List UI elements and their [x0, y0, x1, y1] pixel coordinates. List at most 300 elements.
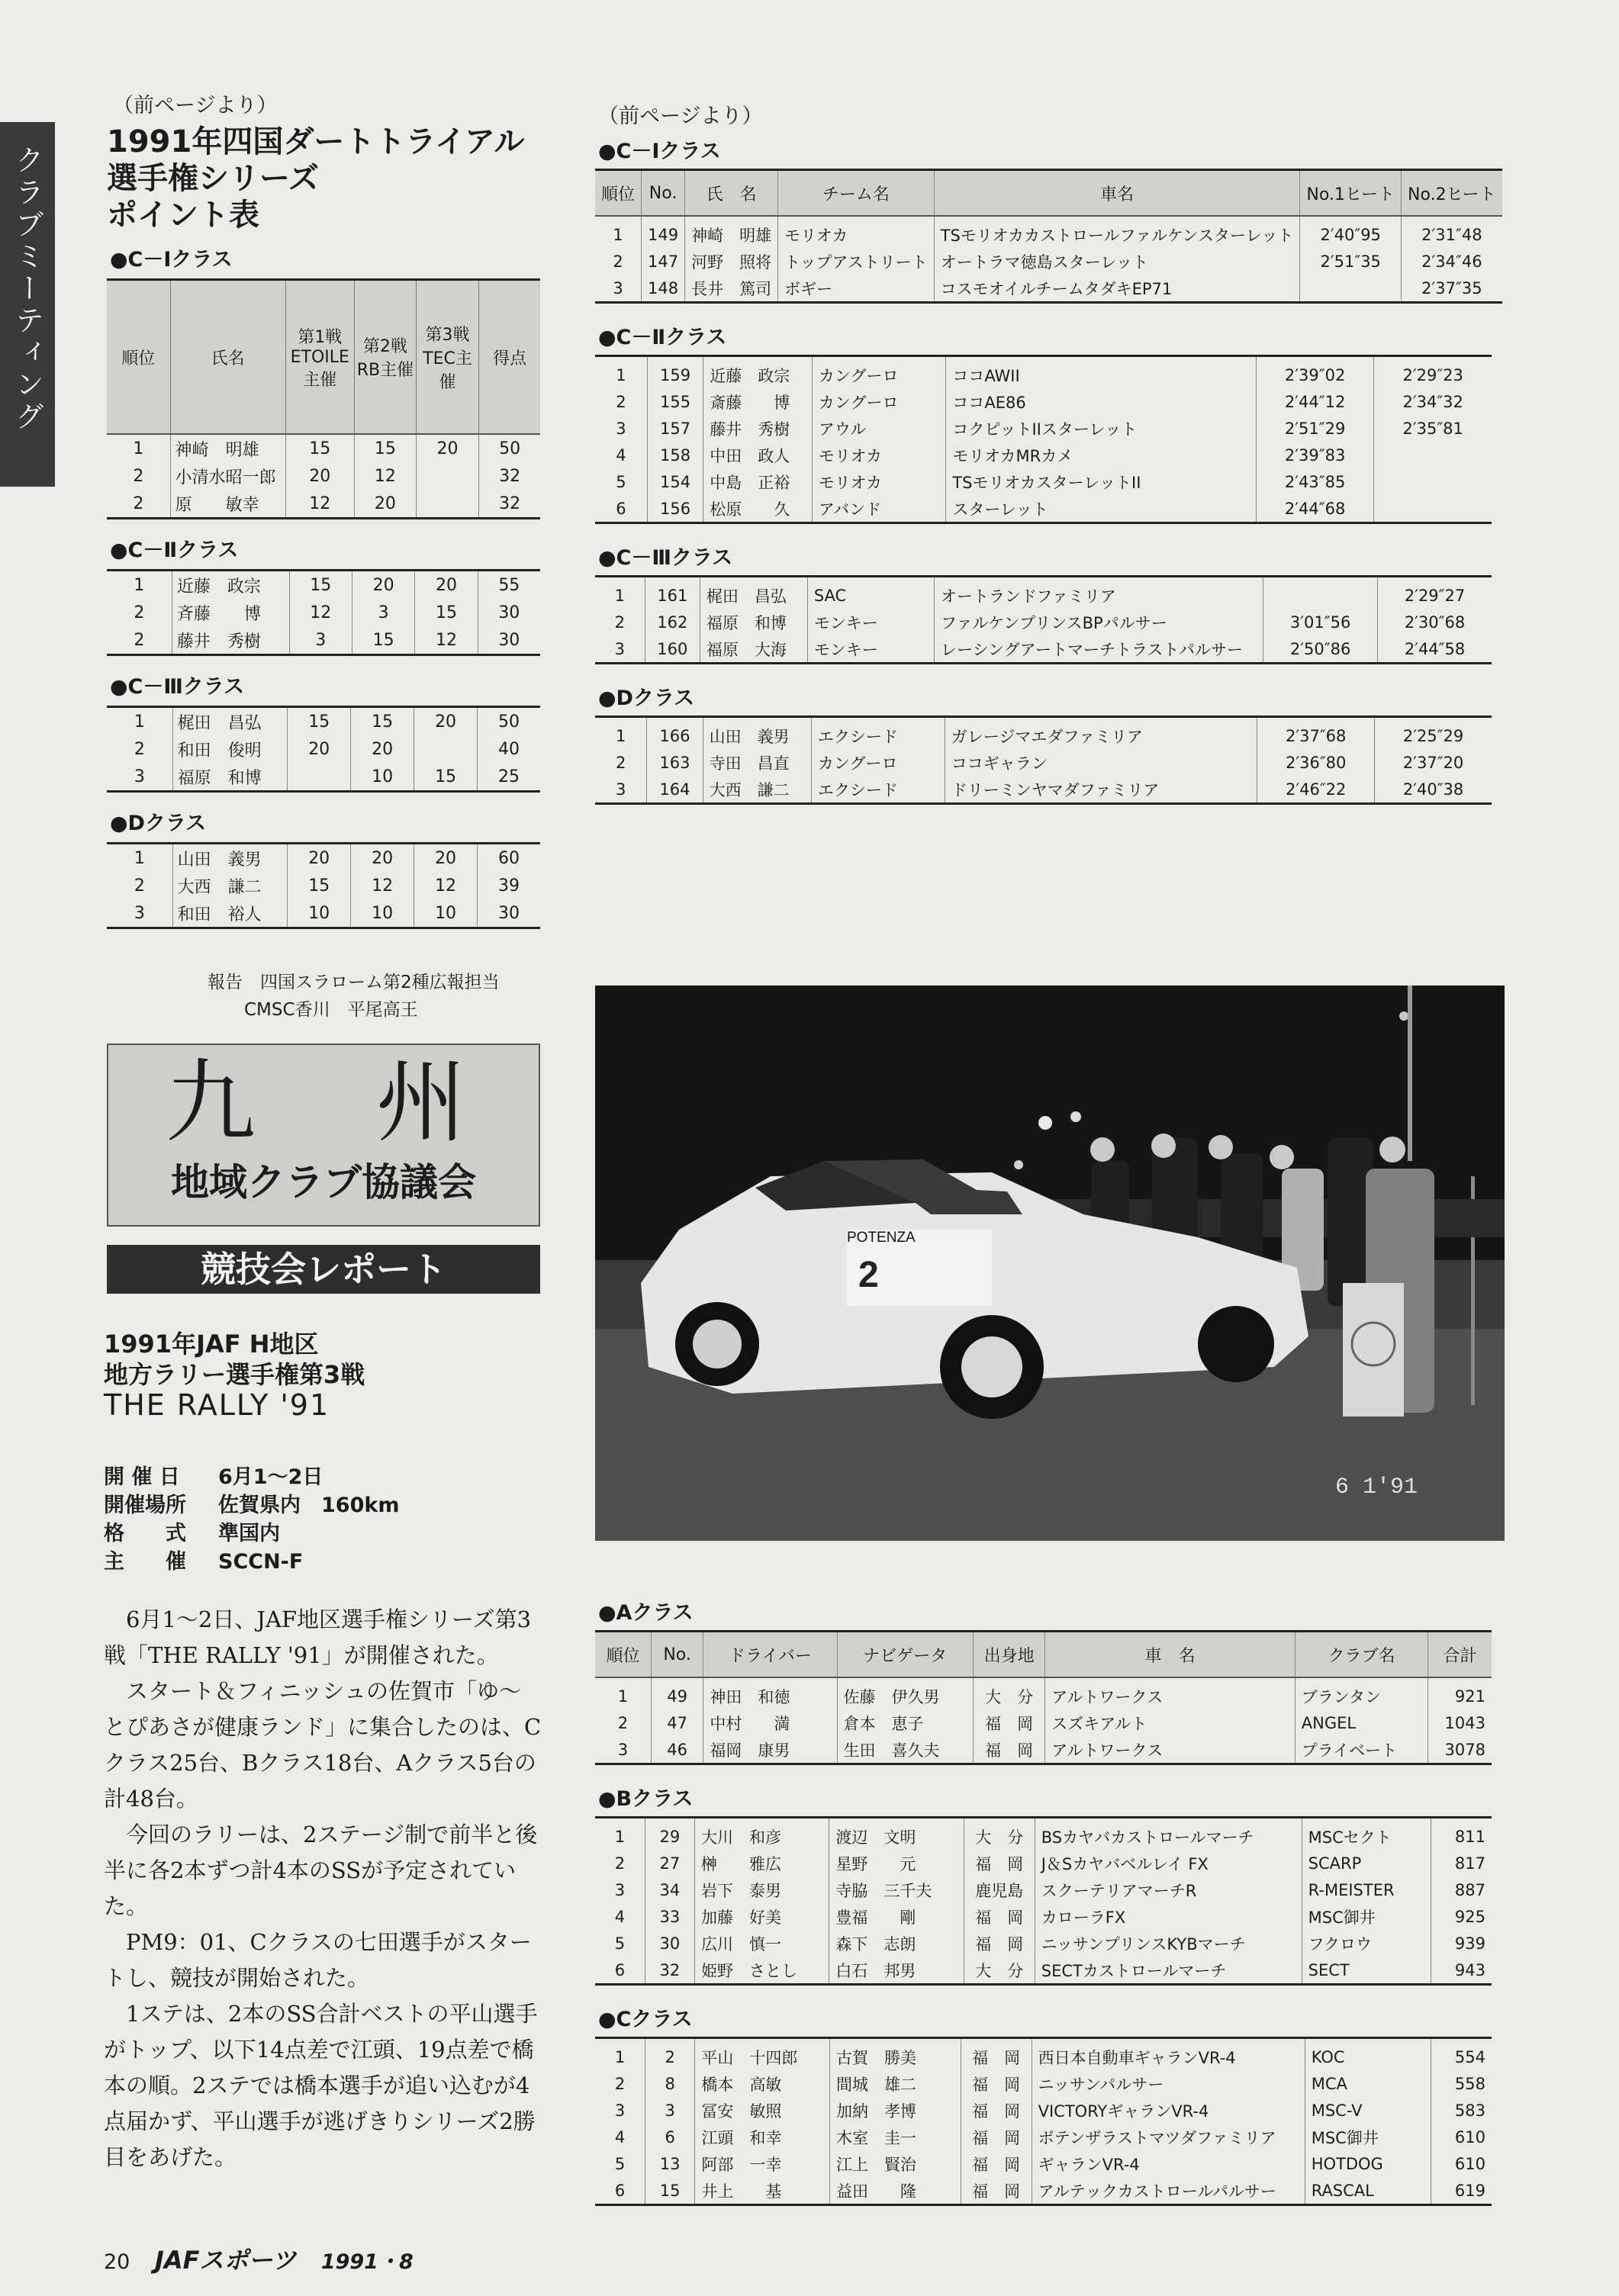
table-cell: 3 — [615, 780, 626, 799]
header-cell: 順位 — [595, 170, 642, 217]
table-row — [595, 1709, 1492, 1736]
table-row — [595, 356, 1492, 389]
table-cell: 2′37″20 — [1375, 749, 1492, 776]
table-cell — [414, 735, 478, 763]
table-cell: 583 — [1431, 2097, 1492, 2124]
table-cell: SAC — [807, 577, 934, 609]
table-cell: 40 — [478, 735, 540, 763]
table-cell: 2 — [615, 753, 626, 772]
table-cell: 山田 義男 — [172, 844, 288, 873]
table-cell: 西日本自動車ギャランVR-4 — [1032, 2038, 1305, 2071]
table-cell: 福 岡 — [961, 2070, 1032, 2097]
table-row — [595, 776, 1492, 804]
table-cell: MSC御井 — [1302, 1903, 1431, 1930]
info-row — [104, 1519, 399, 1548]
table-cell: 大西 謙二 — [172, 872, 288, 899]
table-cell: 157 — [647, 415, 703, 442]
table-cell: 20 — [352, 571, 414, 600]
table-cell: 147 — [642, 248, 685, 275]
table-cell: 2 — [133, 494, 144, 513]
points-table — [107, 706, 540, 793]
kyushu-subtitle: 地域クラブ協議会 — [171, 1160, 476, 1204]
table-cell: コスモオイルチームタダキEP71 — [934, 275, 1300, 303]
table-cell: 2 — [134, 630, 145, 650]
table-cell: 30 — [645, 1930, 694, 1957]
footer-magazine: JAFスポーツ — [154, 2246, 297, 2275]
header-cell: No.1ヒート — [1300, 170, 1402, 217]
table-row — [107, 599, 540, 626]
table-cell: 鹿児島 — [964, 1876, 1035, 1903]
header-row — [595, 1632, 1492, 1678]
left-points-tables — [107, 243, 540, 929]
header-row — [595, 170, 1502, 217]
rally-title-line: 地方ラリー選手権第3戦 — [104, 1360, 365, 1389]
table-cell: 寺脇 三千夫 — [829, 1876, 964, 1903]
table-cell: スターレット — [946, 495, 1257, 523]
table-cell: 1043 — [1428, 1709, 1492, 1736]
header-cell: 氏名 — [170, 280, 285, 435]
table-cell: 2′37″35 — [1402, 275, 1502, 303]
table-cell: 斎藤 博 — [703, 388, 813, 415]
table-cell: 藤井 秀樹 — [172, 626, 289, 655]
table-cell: 3 — [614, 2101, 626, 2120]
results-table-body — [595, 1677, 1492, 1764]
table-cell: 福 岡 — [964, 1903, 1035, 1930]
table-cell: 斉藤 博 — [172, 599, 289, 626]
table-cell: 近藤 政宗 — [703, 356, 813, 389]
table-row — [595, 442, 1492, 468]
table-cell: 白石 邦男 — [829, 1957, 964, 1985]
table-cell: 3 — [614, 1880, 626, 1899]
table-cell: R-MEISTER — [1302, 1876, 1431, 1903]
table-cell: 5 — [614, 2154, 626, 2173]
table-cell: 4 — [614, 1907, 626, 1926]
table-row — [107, 899, 540, 928]
table-cell: 福 岡 — [961, 2150, 1032, 2177]
kyushu-header — [107, 1043, 540, 1227]
table-cell: HOTDOG — [1305, 2150, 1431, 2177]
header-cell: 第1戦 ETOILE主催 — [285, 280, 354, 435]
table-cell: 榊 雅広 — [694, 1850, 829, 1876]
table-cell: エクシード — [811, 776, 945, 804]
table-cell: 姫野 さとし — [694, 1957, 829, 1985]
table-row — [107, 462, 540, 490]
table-cell: 福岡 康男 — [703, 1736, 837, 1764]
photo-date-stamp: 6 1'91 — [1335, 1474, 1418, 1500]
table-cell: 12 — [289, 599, 352, 626]
table-cell: 10 — [351, 899, 414, 928]
table-cell: 1 — [595, 1818, 645, 1851]
table-cell: 15 — [355, 434, 417, 462]
table-cell: 159 — [647, 356, 703, 389]
from-prev-right: （前ページより） — [598, 105, 763, 128]
table-row — [107, 707, 540, 736]
table-cell: 中島 正裕 — [703, 468, 813, 495]
table-cell: 木室 圭一 — [829, 2124, 961, 2150]
table-cell: 神崎 明雄 — [170, 434, 285, 462]
class-heading: ●C－Ⅰクラス — [598, 140, 721, 163]
table-cell: 2′35″81 — [1374, 415, 1492, 442]
table-cell: 近藤 政宗 — [172, 571, 289, 600]
table-cell: 加納 孝博 — [829, 2097, 961, 2124]
table-cell: モンキー — [807, 635, 934, 664]
table-row — [595, 2150, 1492, 2177]
table-cell: 3 — [645, 2097, 695, 2124]
article-paragraph: 今回のラリーは、2ステージ制で前半と後半に各2本ずつ計4本のSSが予定されていた。 — [104, 1822, 538, 1919]
table-cell: プライベート — [1295, 1736, 1427, 1764]
table-row — [595, 609, 1492, 635]
points-table-body — [107, 707, 540, 792]
table-cell: TSモリオカカストロールファルケンスターレット — [934, 216, 1300, 248]
header-cell: 順位 — [595, 1632, 651, 1678]
table-cell: ココAE86 — [946, 388, 1257, 415]
table-cell: 20 — [288, 844, 351, 873]
table-cell: 1 — [107, 844, 172, 873]
table-cell: カングーロ — [811, 749, 945, 776]
table-cell: 15 — [288, 872, 351, 899]
points-table-body — [107, 434, 540, 519]
table-cell: 2′31″48 — [1402, 216, 1502, 248]
table-cell — [1374, 442, 1492, 468]
results-table-body — [595, 717, 1492, 804]
table-cell: 冨安 敏照 — [695, 2097, 830, 2124]
table-cell: 3 — [289, 626, 352, 655]
class-heading: ●Cクラス — [598, 2008, 693, 2031]
table-cell: 2′34″46 — [1402, 248, 1502, 275]
table-cell: 27 — [645, 1850, 694, 1876]
table-cell: 15 — [645, 2177, 695, 2205]
table-row — [595, 1677, 1492, 1709]
table-cell: ギャランVR-4 — [1032, 2150, 1305, 2177]
table-cell: 2′29″23 — [1374, 356, 1492, 389]
header-cell: ドライバー — [703, 1632, 837, 1678]
info-label: 開 催 日 — [104, 1465, 180, 1489]
class-heading: ●Aクラス — [598, 1601, 694, 1625]
table-cell: ファルケンプリンスBPパルサー — [934, 609, 1263, 635]
table-cell: 15 — [285, 434, 354, 462]
table-cell: モリオカ — [778, 216, 935, 248]
table-cell: 神田 和徳 — [703, 1677, 837, 1709]
table-row — [595, 2177, 1492, 2205]
table-cell: 大西 謙二 — [703, 776, 811, 804]
report-line: 報告 四国スラローム第2種広報担当 — [208, 973, 500, 992]
table-cell: 古賀 勝美 — [829, 2038, 961, 2071]
photo-car-brand: POTENZA — [847, 1230, 916, 1246]
table-row — [595, 275, 1502, 303]
header-cell: 合計 — [1428, 1632, 1492, 1678]
table-cell: 2′25″29 — [1375, 717, 1492, 750]
class-heading: ●Dクラス — [598, 687, 695, 710]
results-table — [595, 715, 1492, 805]
table-cell: スズキアルト — [1045, 1709, 1296, 1736]
table-cell: 29 — [645, 1818, 694, 1851]
table-cell: 豊福 剛 — [829, 1903, 964, 1930]
table-cell: 55 — [478, 571, 540, 600]
table-cell: 154 — [647, 468, 703, 495]
points-table-body — [107, 844, 540, 928]
table-cell: 梶田 昌弘 — [700, 577, 807, 609]
class-heading: ●C－Ⅱクラス — [110, 539, 239, 562]
table-cell: 1 — [107, 434, 170, 462]
table-cell — [1263, 577, 1378, 609]
table-cell: 12 — [415, 626, 478, 655]
table-cell: 30 — [478, 899, 540, 928]
table-cell: 1 — [107, 707, 172, 736]
table-cell — [1374, 495, 1492, 523]
footer-page-number: 20 — [104, 2250, 130, 2274]
points-table — [107, 842, 540, 929]
table-cell: アルトワークス — [1045, 1677, 1296, 1709]
table-cell: 15 — [289, 571, 352, 600]
table-cell: スクーテリアマーチR — [1035, 1876, 1302, 1903]
header-cell: No. — [642, 170, 685, 217]
results-table — [595, 355, 1492, 524]
table-row — [595, 1930, 1492, 1957]
table-cell: 20 — [416, 434, 478, 462]
article-paragraph: 6月1～2日、JAF地区選手権シリーズ第3戦「THE RALLY '91」が開催された。 — [104, 1606, 532, 1668]
table-cell: 和田 俊明 — [172, 735, 288, 763]
table-cell: 155 — [647, 388, 703, 415]
table-cell: トップアストリート — [778, 248, 935, 275]
table-row — [595, 1736, 1492, 1764]
table-cell: 大 分 — [964, 1957, 1035, 1985]
table-cell: 2′50″86 — [1263, 635, 1378, 664]
results-table — [595, 575, 1492, 664]
table-cell: 2 — [616, 392, 626, 411]
class-heading: ●C－Ⅱクラス — [598, 326, 727, 349]
table-cell: 2′39″83 — [1256, 442, 1374, 468]
table-cell: 13 — [645, 2150, 695, 2177]
info-value: 佐賀県内 160km — [218, 1494, 400, 1517]
rally-title-line: THE RALLY '91 — [104, 1388, 330, 1422]
header-cell: 車名 — [934, 170, 1300, 217]
table-row — [595, 749, 1492, 776]
table-cell: 25 — [478, 763, 540, 792]
table-row — [595, 415, 1492, 442]
table-cell: 長井 篤司 — [685, 275, 778, 303]
table-cell: 佐藤 伊久男 — [837, 1677, 973, 1709]
info-value: 6月1～2日 — [218, 1465, 323, 1489]
table-cell: 15 — [415, 599, 478, 626]
table-cell: 中村 満 — [703, 1709, 837, 1736]
table-cell: アルテックカストロールパルサー — [1032, 2177, 1305, 2205]
table-cell: 2′43″85 — [1256, 468, 1374, 495]
table-cell: 1 — [595, 356, 647, 389]
table-row — [595, 216, 1502, 248]
table-cell: MCA — [1305, 2070, 1431, 2097]
table-cell: 20 — [288, 735, 351, 763]
table-cell: 3 — [617, 1740, 629, 1759]
info-label: 格 式 — [104, 1522, 186, 1545]
left-title-line: 1991年四国ダートトライアル — [107, 124, 525, 159]
table-cell: 619 — [1431, 2177, 1492, 2205]
results-table-body — [595, 577, 1492, 664]
rally-photo — [595, 986, 1505, 1541]
rally-title-line: 1991年JAF H地区 — [104, 1330, 319, 1359]
table-cell: 小清水昭一郎 — [170, 462, 285, 490]
table-cell: 15 — [352, 626, 414, 655]
table-cell: 2′29″27 — [1378, 577, 1492, 609]
table-cell: 星野 元 — [829, 1850, 964, 1876]
table-cell: 20 — [355, 490, 417, 519]
header-cell: 第2戦 RB主催 — [355, 280, 417, 435]
class-heading: ●C－Ⅰクラス — [110, 248, 233, 272]
table-cell: モリオカ — [812, 468, 945, 495]
table-cell: 10 — [351, 763, 414, 792]
table-cell: レーシングアートマーチトラストパルサー — [934, 635, 1263, 664]
table-cell: 2 — [617, 1713, 629, 1732]
table-cell: アバンド — [812, 495, 945, 523]
table-cell — [288, 763, 351, 792]
table-cell: 3′01″56 — [1263, 609, 1378, 635]
table-cell: 梶田 昌弘 — [172, 707, 288, 736]
table-cell: 12 — [285, 490, 354, 519]
rally-photo-image — [595, 986, 1505, 1541]
table-cell: MSC-V — [1305, 2097, 1431, 2124]
table-cell: 阿部 一幸 — [695, 2150, 830, 2177]
table-cell: 2′34″32 — [1374, 388, 1492, 415]
table-cell: J＆Sカヤバベルレイ FX — [1035, 1850, 1302, 1876]
table-cell: 5 — [614, 1934, 626, 1953]
table-cell: 20 — [351, 735, 414, 763]
table-cell: 32 — [479, 462, 540, 490]
table-cell: 158 — [647, 442, 703, 468]
table-row — [595, 1957, 1492, 1985]
info-row — [104, 1491, 399, 1519]
table-cell: 2 — [134, 739, 145, 759]
table-row — [595, 1903, 1492, 1930]
table-cell: 福 岡 — [964, 1930, 1035, 1957]
table-cell: VICTORYギャランVR-4 — [1032, 2097, 1305, 2124]
table-cell: ガレージマエダファミリア — [945, 717, 1257, 750]
table-cell: 10 — [414, 899, 478, 928]
table-cell: 藤井 秀樹 — [703, 415, 813, 442]
table-cell: 江頭 和幸 — [695, 2124, 830, 2150]
header-cell: No. — [651, 1632, 703, 1678]
table-row — [107, 844, 540, 873]
results-table — [595, 1630, 1492, 1765]
table-cell: 2 — [614, 2074, 626, 2093]
table-cell: モリオカ — [812, 442, 945, 468]
table-row — [107, 490, 540, 519]
info-label: 主 催 — [104, 1550, 186, 1574]
table-cell: 10 — [288, 899, 351, 928]
table-cell: 20 — [414, 844, 478, 873]
table-cell: カングーロ — [812, 356, 945, 389]
table-cell: 2′51″29 — [1256, 415, 1374, 442]
table-cell: 6 — [616, 499, 626, 518]
table-row — [107, 763, 540, 792]
header-cell: 車 名 — [1045, 1632, 1296, 1678]
table-cell: 2 — [614, 613, 626, 632]
table-cell: 中田 政人 — [703, 442, 813, 468]
table-cell: 1 — [595, 717, 647, 750]
table-cell: 福原 和博 — [700, 609, 807, 635]
table-cell: 1 — [595, 577, 645, 609]
table-cell: 4 — [614, 2127, 626, 2146]
table-cell: 4 — [616, 445, 626, 465]
header-cell: 順位 — [107, 280, 170, 435]
table-cell: ボテンザラストマツダファミリア — [1032, 2124, 1305, 2150]
table-cell: 3 — [134, 767, 145, 786]
table-cell: 2′30″68 — [1378, 609, 1492, 635]
header-cell: 出身地 — [973, 1632, 1044, 1678]
article-paragraph: スタート＆フィニッシュの佐賀市「ゆ～とぴあさが健康ランド」に集合したのは、Cクラス25台、Bクラス18台、Aクラス5台の計48台。 — [104, 1678, 542, 1812]
table-cell: ANGEL — [1295, 1709, 1427, 1736]
table-cell: 福 岡 — [973, 1736, 1044, 1764]
table-cell: 森下 志朗 — [829, 1930, 964, 1957]
table-cell: 2′40″38 — [1375, 776, 1492, 804]
table-cell: ニッサンプリンスKYBマーチ — [1035, 1930, 1302, 1957]
table-cell: ボギー — [778, 275, 935, 303]
table-cell: 49 — [651, 1677, 703, 1709]
table-cell: 松原 久 — [703, 495, 813, 523]
table-cell: 間城 雄二 — [829, 2070, 961, 2097]
header-cell: 第3戦 TEC主催 — [416, 280, 478, 435]
table-cell: 30 — [478, 626, 540, 655]
table-cell: 12 — [351, 872, 414, 899]
table-cell: RASCAL — [1305, 2177, 1431, 2205]
info-value: SCCN-F — [218, 1550, 304, 1574]
table-cell: 156 — [647, 495, 703, 523]
table-cell: ブランタン — [1295, 1677, 1427, 1709]
table-cell: オートラマ徳島スターレット — [934, 248, 1300, 275]
class-heading: ●C－Ⅲクラス — [598, 546, 733, 570]
footer — [104, 2241, 414, 2276]
table-cell: 6 — [614, 1960, 626, 1979]
table-cell: 神崎 明雄 — [685, 216, 778, 248]
table-row — [595, 1818, 1492, 1851]
table-cell: 2′39″02 — [1256, 356, 1374, 389]
table-row — [107, 434, 540, 462]
table-cell: 和田 裕人 — [172, 899, 288, 928]
results-table-header — [595, 1632, 1492, 1678]
table-cell: 2′46″22 — [1257, 776, 1375, 804]
table-cell: 3 — [614, 639, 626, 658]
table-cell: 148 — [642, 275, 685, 303]
table-cell: 47 — [651, 1709, 703, 1736]
left-report — [208, 969, 500, 1024]
table-row — [595, 248, 1502, 275]
table-cell: 益田 隆 — [829, 2177, 961, 2205]
results-table — [595, 1816, 1492, 1986]
table-cell: 1 — [107, 571, 172, 600]
table-cell: 1 — [595, 216, 642, 248]
header-cell: 氏 名 — [685, 170, 778, 217]
table-cell: 井上 基 — [695, 2177, 830, 2205]
table-cell: 福 岡 — [964, 1850, 1035, 1876]
table-cell: モリオカMRカメ — [946, 442, 1257, 468]
table-cell: 554 — [1431, 2038, 1492, 2071]
table-cell: 山田 義男 — [703, 717, 811, 750]
rally-info — [104, 1463, 399, 1576]
article-paragraph: 1ステは、2本のSS合計ベストの平山選手がトップ、以下14点差で江頭、19点差で橋本の順。2ステでは橋本選手が追い込むが4点届かず、平山選手が逃げきりシリーズ2勝目をあげた。 — [104, 2001, 538, 2170]
table-cell: 2′44″68 — [1256, 495, 1374, 523]
side-tab-label: クラブミーティング — [10, 145, 44, 433]
table-cell: フクロウ — [1302, 1930, 1431, 1957]
table-cell: 2′37″68 — [1257, 717, 1375, 750]
table-row — [107, 872, 540, 899]
class-heading: ●Dクラス — [110, 812, 207, 835]
table-cell: 149 — [642, 216, 685, 248]
table-cell: 2′44″58 — [1378, 635, 1492, 664]
results-table — [595, 2037, 1492, 2206]
info-value: 準国内 — [218, 1522, 280, 1545]
table-cell: 大川 和彦 — [694, 1818, 829, 1851]
table-cell: アウル — [812, 415, 945, 442]
rally-article — [104, 1602, 542, 2175]
left-title-line: ポイント表 — [107, 198, 259, 233]
